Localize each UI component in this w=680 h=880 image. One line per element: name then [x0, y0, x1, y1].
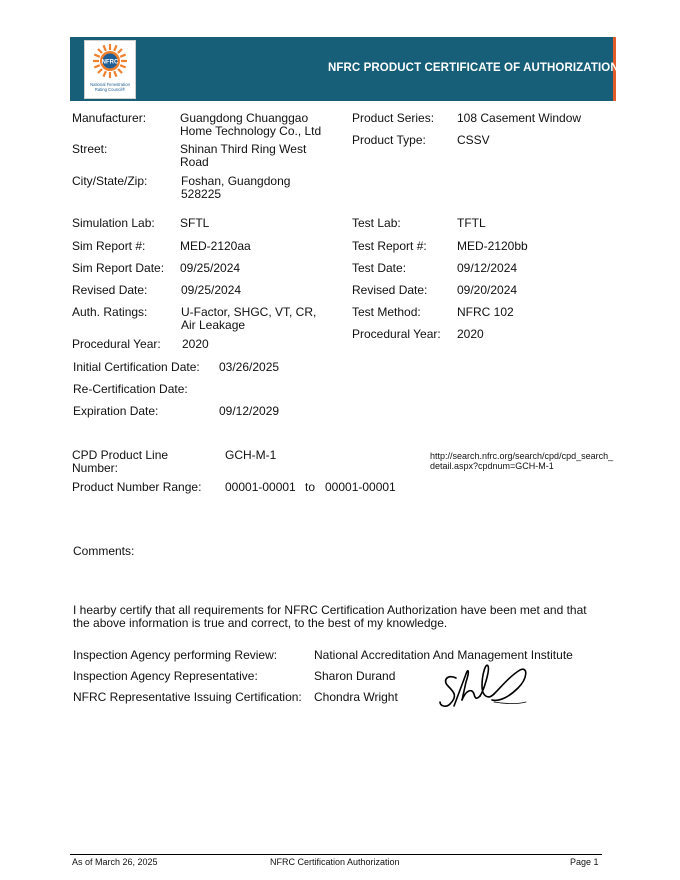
product-type-value: CSSV — [457, 133, 490, 147]
sim-report-label: Sim Report #: — [72, 239, 146, 253]
product-number-range-label: Product Number Range: — [72, 480, 202, 494]
test-revised-date-label: Revised Date: — [352, 283, 428, 297]
test-lab-value: TFTL — [457, 216, 486, 230]
certificate-title: NFRC PRODUCT CERTIFICATE OF AUTHORIZATION — [328, 62, 619, 74]
product-number-range-to-word: to — [305, 480, 316, 494]
footer-as-of-date: As of March 26, 2025 — [72, 857, 158, 867]
test-report-value: MED-2120bb — [457, 239, 528, 253]
cpd-label-line-1: CPD Product Line — [72, 448, 169, 462]
street-value — [180, 143, 320, 169]
inspection-agency-value: National Accreditation And Management Institute — [314, 648, 573, 662]
sim-revised-date-label: Revised Date: — [72, 283, 148, 297]
footer-page-number: Page 1 — [570, 857, 599, 867]
city-label: City/State/Zip: — [72, 174, 148, 188]
test-procedural-year-label: Procedural Year: — [352, 327, 441, 341]
initial-certification-date-label: Initial Certification Date: — [73, 360, 200, 374]
agency-representative-value: Sharon Durand — [314, 669, 396, 683]
comments-label: Comments: — [73, 544, 135, 558]
street-label: Street: — [72, 142, 108, 156]
simulation-lab-label: Simulation Lab: — [72, 216, 155, 230]
logo-subtitle-line-2: Rating Council® — [94, 87, 126, 92]
logo-text: NFRC — [101, 59, 119, 66]
sim-report-value: MED-2120aa — [180, 239, 251, 253]
cpd-url-line-2: detail.aspx?cpdnum=GCH-M-1 — [430, 461, 554, 471]
sim-report-date-label: Sim Report Date: — [72, 261, 165, 275]
simulation-lab-value: SFTL — [180, 216, 210, 230]
test-lab-label: Test Lab: — [352, 216, 401, 230]
signature-icon — [436, 660, 532, 712]
recertification-date-label: Re-Certification Date: — [73, 382, 188, 396]
test-date-label: Test Date: — [352, 261, 407, 275]
test-revised-date-value: 09/20/2024 — [457, 283, 518, 297]
sim-procedural-year-value: 2020 — [182, 337, 209, 351]
city-value — [181, 175, 321, 201]
sim-report-date-value: 09/25/2024 — [180, 261, 241, 275]
nfrc-representative-value: Chondra Wright — [314, 690, 398, 704]
cpd-label-line-2: Number: — [72, 461, 119, 475]
city-value-line-1: Foshan, Guangdong — [181, 174, 291, 188]
test-method-value: NFRC 102 — [457, 305, 514, 319]
certification-statement: I hearby certify that all requirements for NFRC Certification Authorization have been met and that the above information is true and correct, to the best of my knowledge. — [73, 603, 587, 630]
auth-ratings-label: Auth. Ratings: — [72, 305, 148, 319]
sim-revised-date-value: 09/25/2024 — [181, 283, 242, 297]
initial-certification-date-value: 03/26/2025 — [219, 360, 280, 374]
cpd-product-line-label — [72, 449, 212, 475]
manufacturer-label: Manufacturer: — [72, 111, 147, 125]
cpd-search-link[interactable] — [430, 451, 620, 471]
sim-procedural-year-label: Procedural Year: — [72, 337, 161, 351]
manufacturer-value-line-1: Guangdong Chuanggao — [180, 111, 309, 125]
footer-title: NFRC Certification Authorization — [270, 857, 400, 867]
nfrc-logo — [84, 40, 136, 99]
product-number-range-from: 00001-00001 — [225, 480, 296, 494]
logo-subtitle-line-1: National Fenestration — [90, 82, 130, 87]
test-procedural-year-value: 2020 — [457, 327, 484, 341]
street-value-line-1: Shinan Third Ring West — [180, 142, 307, 156]
expiration-date-value: 09/12/2029 — [219, 404, 280, 418]
nfrc-sun-icon — [85, 41, 135, 98]
auth-ratings-value-line-1: U-Factor, SHGC, VT, CR, — [181, 305, 317, 319]
product-series-value: 108 Casement Window — [457, 111, 582, 125]
nfrc-representative-label: NFRC Representative Issuing Certification: — [73, 690, 302, 704]
footer-rule — [70, 854, 602, 855]
inspection-agency-label: Inspection Agency performing Review: — [73, 648, 278, 662]
auth-ratings-value — [181, 306, 331, 332]
agency-representative-label: Inspection Agency Representative: — [73, 669, 258, 683]
product-series-label: Product Series: — [352, 111, 435, 125]
cpd-product-line-value: GCH-M-1 — [225, 448, 277, 462]
product-type-label: Product Type: — [352, 133, 426, 147]
test-method-label: Test Method: — [352, 305, 421, 319]
manufacturer-value — [180, 112, 330, 138]
manufacturer-value-line-2: Home Technology Co., Ltd — [180, 124, 322, 138]
test-date-value: 09/12/2024 — [457, 261, 518, 275]
product-number-range-to: 00001-00001 — [325, 480, 396, 494]
test-report-label: Test Report #: — [352, 239, 427, 253]
city-value-line-2: 528225 — [181, 187, 222, 201]
expiration-date-label: Expiration Date: — [73, 404, 159, 418]
street-value-line-2: Road — [180, 155, 209, 169]
auth-ratings-value-line-2: Air Leakage — [181, 318, 246, 332]
cpd-url-line-1: http://search.nfrc.org/search/cpd/cpd_search_ — [430, 451, 614, 461]
